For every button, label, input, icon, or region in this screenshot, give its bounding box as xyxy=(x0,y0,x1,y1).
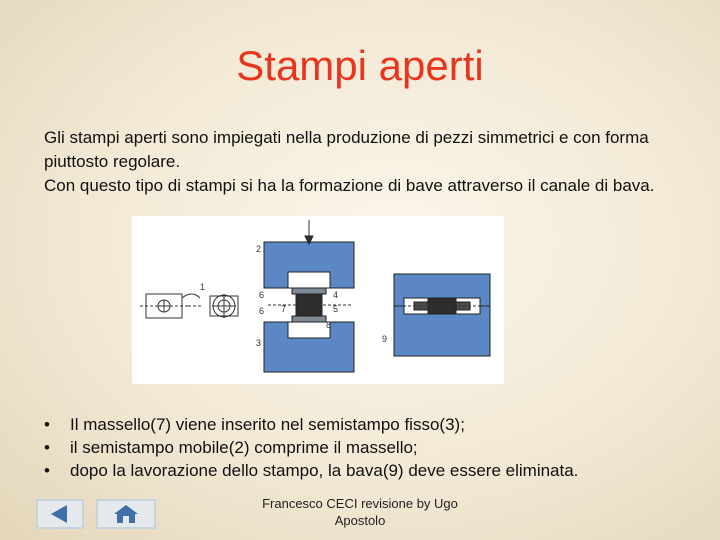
intro-paragraph: Gli stampi aperti sono impiegati nella produzione di pezzi simmetrici e con forma piuttosto regolare. xyxy=(44,128,649,171)
die-center xyxy=(264,220,354,372)
label-7: 7 xyxy=(281,304,287,314)
label-6: 6 xyxy=(259,290,265,300)
slide-title: Stampi aperti xyxy=(236,42,484,89)
footer-credit: Francesco CECI revisione by Ugo Apostolo xyxy=(262,496,458,528)
label-5: 5 xyxy=(333,304,339,314)
label-6: 6 xyxy=(259,306,265,316)
bullet-list xyxy=(44,413,684,482)
back-button[interactable] xyxy=(36,499,84,529)
list-item xyxy=(44,459,684,482)
intro-text xyxy=(44,126,684,198)
die-right xyxy=(394,274,490,356)
label-3: 3 xyxy=(256,338,262,348)
label-4: 4 xyxy=(333,290,339,300)
bullet-dot: • xyxy=(44,438,50,457)
home-button[interactable] xyxy=(96,499,156,529)
list-item xyxy=(44,413,684,436)
bullet-text: dopo la lavorazione dello stampo, la bava(9) deve essere eliminata. xyxy=(70,461,579,480)
label-8: 8 xyxy=(326,320,332,330)
label-1: 1 xyxy=(200,282,206,292)
bullet-text: il semistampo mobile(2) comprime il massello; xyxy=(70,438,418,457)
intro-paragraph: Con questo tipo di stampi si ha la formazione di bave attraverso il canale di bava. xyxy=(44,176,655,195)
bullet-text: Il massello(7) viene inserito nel semistampo fisso(3); xyxy=(70,415,465,434)
bullet-dot: • xyxy=(44,415,50,434)
back-arrow-icon xyxy=(38,501,82,527)
label-9: 9 xyxy=(382,334,388,344)
billet-top-view xyxy=(140,294,238,318)
die-diagram xyxy=(132,216,504,384)
list-item xyxy=(44,436,684,459)
bullet-dot: • xyxy=(44,461,50,480)
label-2: 2 xyxy=(256,244,262,254)
home-icon xyxy=(98,501,154,527)
